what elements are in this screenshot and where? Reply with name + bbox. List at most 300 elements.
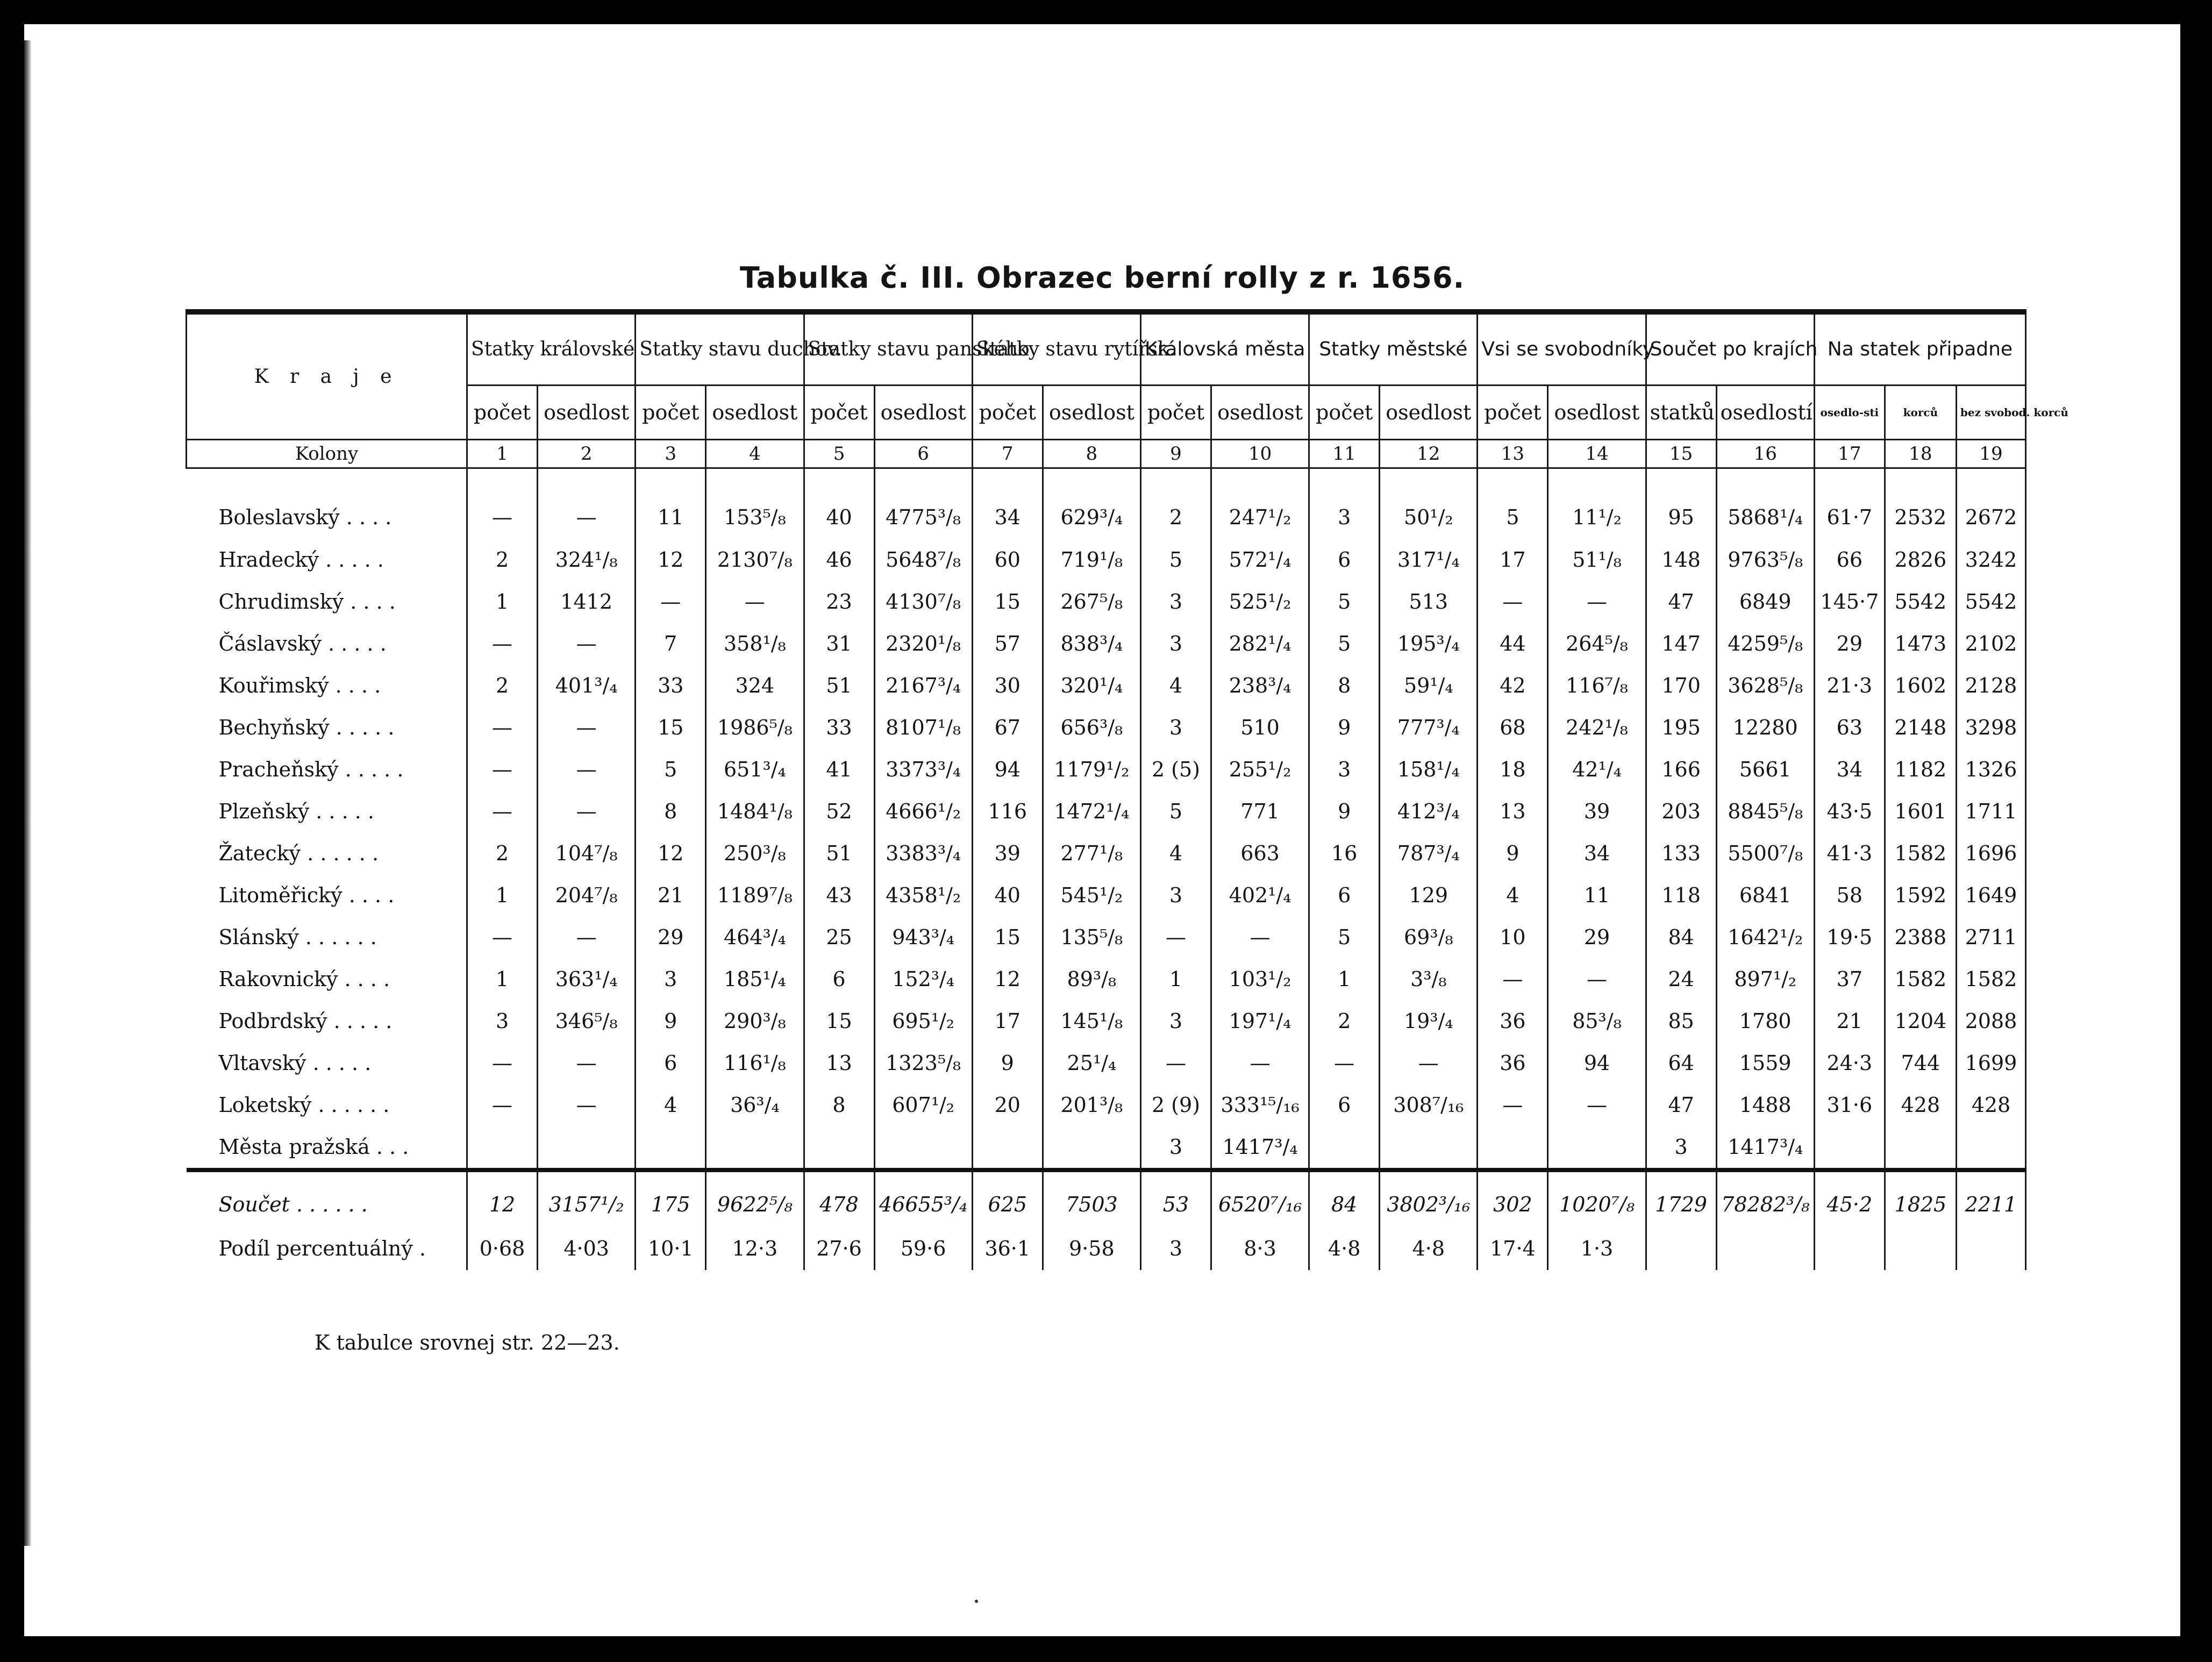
data-cell: 1582 (1885, 832, 1956, 874)
data-cell: 1412 (538, 581, 636, 623)
data-cell: 36 (1478, 1000, 1548, 1042)
data-cell (1380, 1126, 1478, 1170)
data-cell: 69³/₈ (1380, 916, 1478, 958)
kolony-row (187, 440, 2026, 468)
data-cell: 943³/₄ (874, 916, 972, 958)
region-name: Slánský . . . . . . (187, 916, 467, 958)
data-cell: 1189⁷/₈ (706, 874, 804, 916)
data-cell: 21·3 (1814, 665, 1885, 707)
group-header: Statky stavu panského (804, 312, 972, 386)
table-row (187, 748, 2026, 790)
data-cell: 12 (467, 1170, 538, 1227)
data-cell: 1 (467, 581, 538, 623)
data-cell: 5 (1140, 790, 1211, 832)
data-cell: 51 (804, 665, 874, 707)
kolony-number: 12 (1380, 440, 1478, 468)
data-cell: 66 (1814, 539, 1885, 581)
data-cell: 302 (1478, 1170, 1548, 1227)
data-cell: 8 (1309, 665, 1380, 707)
data-cell: 629³/₄ (1043, 468, 1140, 539)
data-cell: 333¹⁵/₁₆ (1211, 1084, 1309, 1126)
data-cell: 3 (1140, 1227, 1211, 1270)
data-cell: 428 (1885, 1084, 1956, 1126)
scan-speck (975, 1600, 978, 1603)
data-cell (706, 1126, 804, 1170)
data-cell: 4 (1140, 832, 1211, 874)
table-row (187, 1084, 2026, 1126)
data-cell: 27·6 (804, 1227, 874, 1270)
data-cell: 2826 (1885, 539, 1956, 581)
sum-row (187, 1170, 2026, 1227)
data-cell: 8 (636, 790, 706, 832)
data-cell: 59¹/₄ (1380, 665, 1478, 707)
data-cell: 8·3 (1211, 1227, 1309, 1270)
data-cell: 5868¹/₄ (1716, 468, 1814, 539)
data-cell: 4 (1140, 665, 1211, 707)
region-name: Vltavský . . . . . (187, 1042, 467, 1084)
data-cell: 2532 (1885, 468, 1956, 539)
data-cell: 64 (1646, 1042, 1716, 1084)
data-cell: — (538, 790, 636, 832)
data-cell: 34 (1814, 748, 1885, 790)
kolony-number: 2 (538, 440, 636, 468)
data-cell: 6 (804, 958, 874, 1000)
data-cell: 12 (636, 832, 706, 874)
data-cell: 1 (467, 874, 538, 916)
data-cell: 1182 (1885, 748, 1956, 790)
kolony-number: 1 (467, 440, 538, 468)
data-cell: 1582 (1956, 958, 2025, 1000)
region-name: Podbrdský . . . . . (187, 1000, 467, 1042)
subheader-cell: osedlost (1043, 386, 1140, 440)
data-cell: — (467, 916, 538, 958)
data-cell: 6520⁷/₁₆ (1211, 1170, 1309, 1227)
group-header: Královská města (1140, 312, 1309, 386)
data-cell: 11 (1548, 874, 1646, 916)
data-cell: 4775³/₈ (874, 468, 972, 539)
subheader-cell: osedlostí (1716, 386, 1814, 440)
tax-roll-table-wrapper (185, 309, 2068, 1270)
data-cell: 135⁵/₈ (1043, 916, 1140, 958)
data-cell: 203 (1646, 790, 1716, 832)
subheader-cell: osedlost (538, 386, 636, 440)
group-header: Statky stavu rytířsk. (972, 312, 1140, 386)
data-cell (874, 1126, 972, 1170)
data-cell: 5 (636, 748, 706, 790)
data-cell: 1417³/₄ (1211, 1126, 1309, 1170)
data-cell: 1484¹/₈ (706, 790, 804, 832)
data-cell: 4666¹/₂ (874, 790, 972, 832)
data-cell: 51¹/₈ (1548, 539, 1646, 581)
data-cell: 45·2 (1814, 1170, 1885, 1227)
data-cell: 1729 (1646, 1170, 1716, 1227)
data-cell: 33 (636, 665, 706, 707)
kolony-number: 16 (1716, 440, 1814, 468)
data-cell: 94 (1548, 1042, 1646, 1084)
data-cell: — (538, 916, 636, 958)
kolony-number: 4 (706, 440, 804, 468)
data-cell: 1·3 (1548, 1227, 1646, 1270)
data-cell: 2088 (1956, 1000, 2025, 1042)
data-cell (1885, 1126, 1956, 1170)
region-name: Města pražská . . . (187, 1126, 467, 1170)
data-cell: 1 (467, 958, 538, 1000)
data-cell: 12280 (1716, 707, 1814, 748)
data-cell: 1 (1140, 958, 1211, 1000)
data-cell: 7503 (1043, 1170, 1140, 1227)
data-cell: 84 (1646, 916, 1716, 958)
data-cell (538, 1126, 636, 1170)
data-cell: 5 (1309, 623, 1380, 665)
region-name: Čáslavský . . . . . (187, 623, 467, 665)
data-cell: — (467, 748, 538, 790)
data-cell: 3628⁵/₈ (1716, 665, 1814, 707)
data-cell: 1020⁷/₈ (1548, 1170, 1646, 1227)
data-cell (1478, 1126, 1548, 1170)
data-cell: 36 (1478, 1042, 1548, 1084)
data-cell: 4 (636, 1084, 706, 1126)
data-cell: 34 (1548, 832, 1646, 874)
data-cell: 9 (1478, 832, 1548, 874)
kolony-number: 8 (1043, 440, 1140, 468)
data-cell: 838³/₄ (1043, 623, 1140, 665)
table-row (187, 1042, 2026, 1084)
data-cell: 1582 (1885, 958, 1956, 1000)
data-cell: — (1140, 916, 1211, 958)
data-cell: 695¹/₂ (874, 1000, 972, 1042)
data-cell: 129 (1380, 874, 1478, 916)
data-cell: 6 (1309, 874, 1380, 916)
row-label: Podíl percentuálný . (187, 1227, 467, 1270)
data-cell (972, 1126, 1043, 1170)
data-cell: 30 (972, 665, 1043, 707)
data-cell (1956, 1227, 2025, 1270)
data-cell: 3 (1309, 748, 1380, 790)
data-cell: 1696 (1956, 832, 2025, 874)
data-cell: 402¹/₄ (1211, 874, 1309, 916)
data-cell: 513 (1380, 581, 1478, 623)
region-name: Loketský . . . . . . (187, 1084, 467, 1126)
kolony-label: Kolony (187, 440, 467, 468)
data-cell: 607¹/₂ (874, 1084, 972, 1126)
data-cell: 158¹/₄ (1380, 748, 1478, 790)
data-cell: — (1478, 1084, 1548, 1126)
data-cell: 2211 (1956, 1170, 2025, 1227)
data-cell: 9 (1309, 790, 1380, 832)
data-cell: 3242 (1956, 539, 2025, 581)
data-cell: 25 (804, 916, 874, 958)
data-cell: 10·1 (636, 1227, 706, 1270)
data-cell: — (1211, 1042, 1309, 1084)
data-cell: 4 (1478, 874, 1548, 916)
data-cell: 2388 (1885, 916, 1956, 958)
data-cell: 34 (972, 468, 1043, 539)
data-cell: 58 (1814, 874, 1885, 916)
data-cell: 525¹/₂ (1211, 581, 1309, 623)
data-cell: — (1211, 916, 1309, 958)
region-name: Hradecký . . . . . (187, 539, 467, 581)
data-cell: 656³/₈ (1043, 707, 1140, 748)
data-cell: 1642¹/₂ (1716, 916, 1814, 958)
data-cell: 145¹/₈ (1043, 1000, 1140, 1042)
table-row (187, 874, 2026, 916)
data-cell: 242¹/₈ (1548, 707, 1646, 748)
table-row (187, 665, 2026, 707)
data-cell (1814, 1126, 1885, 1170)
header-group-row (187, 312, 2026, 386)
table-row (187, 581, 2026, 623)
group-header: Statky stavu duchov. (636, 312, 804, 386)
data-cell: — (467, 1042, 538, 1084)
data-cell: — (1478, 958, 1548, 1000)
data-cell: 118 (1646, 874, 1716, 916)
data-cell: 2167³/₄ (874, 665, 972, 707)
data-cell: 346⁵/₈ (538, 1000, 636, 1042)
data-cell: 777³/₄ (1380, 707, 1478, 748)
data-cell (467, 1126, 538, 1170)
data-cell: 3 (1140, 707, 1211, 748)
data-cell: 1699 (1956, 1042, 2025, 1084)
kolony-number: 19 (1956, 440, 2025, 468)
data-cell: 57 (972, 623, 1043, 665)
data-cell (804, 1126, 874, 1170)
data-cell: 10 (1478, 916, 1548, 958)
data-cell: 201³/₈ (1043, 1084, 1140, 1126)
data-cell: 43 (804, 874, 874, 916)
data-cell: 2711 (1956, 916, 2025, 958)
data-cell: 5 (1140, 539, 1211, 581)
data-cell: 3 (1140, 581, 1211, 623)
region-name: Plzeňský . . . . . (187, 790, 467, 832)
data-cell: 625 (972, 1170, 1043, 1227)
data-cell: 78282³/₈ (1716, 1170, 1814, 1227)
data-cell: 19·5 (1814, 916, 1885, 958)
data-cell: — (467, 790, 538, 832)
footnote: K tabulce srovnej str. 22—23. (315, 1331, 620, 1354)
data-cell: 195³/₄ (1380, 623, 1478, 665)
data-cell: 0·68 (467, 1227, 538, 1270)
data-cell: — (538, 748, 636, 790)
data-cell: 52 (804, 790, 874, 832)
data-cell: 116¹/₈ (706, 1042, 804, 1084)
data-cell: 1602 (1885, 665, 1956, 707)
data-cell: 5542 (1885, 581, 1956, 623)
tax-roll-table (185, 309, 2068, 1270)
data-cell: 41 (804, 748, 874, 790)
data-cell: 744 (1885, 1042, 1956, 1084)
subheader-cell: osedlost (874, 386, 972, 440)
data-cell: 20 (972, 1084, 1043, 1126)
data-cell: 21 (1814, 1000, 1885, 1042)
data-cell: 5648⁷/₈ (874, 539, 972, 581)
data-cell: 1601 (1885, 790, 1956, 832)
data-cell: 17·4 (1478, 1227, 1548, 1270)
data-cell: 23 (804, 581, 874, 623)
data-cell (1956, 1126, 2025, 1170)
data-cell: 60 (972, 539, 1043, 581)
subheader-cell: osedlost (706, 386, 804, 440)
subheader-cell: statků (1646, 386, 1716, 440)
data-cell: 61·7 (1814, 468, 1885, 539)
data-cell: 44 (1478, 623, 1548, 665)
data-cell: 16 (1309, 832, 1380, 874)
data-cell: 68 (1478, 707, 1548, 748)
data-cell: 1649 (1956, 874, 2025, 916)
data-cell: 67 (972, 707, 1043, 748)
data-cell: 320¹/₄ (1043, 665, 1140, 707)
data-cell: 12·3 (706, 1227, 804, 1270)
data-cell: — (467, 707, 538, 748)
data-cell: 166 (1646, 748, 1716, 790)
data-cell: 47 (1646, 581, 1716, 623)
data-cell: 85³/₈ (1548, 1000, 1646, 1042)
data-cell: 7 (636, 623, 706, 665)
data-cell: 3802³/₁₆ (1380, 1170, 1478, 1227)
data-cell: 152³/₄ (874, 958, 972, 1000)
data-cell: 8 (804, 1084, 874, 1126)
table-row (187, 916, 2026, 958)
data-cell: 133 (1646, 832, 1716, 874)
data-cell: 9763⁵/₈ (1716, 539, 1814, 581)
data-cell: 238³/₄ (1211, 665, 1309, 707)
data-cell: 13 (804, 1042, 874, 1084)
data-cell: 9 (1309, 707, 1380, 748)
subheader-cell: korců (1885, 386, 1956, 440)
data-cell: 5 (1309, 581, 1380, 623)
data-cell: 2102 (1956, 623, 2025, 665)
data-cell: 255¹/₂ (1211, 748, 1309, 790)
data-cell: 51 (804, 832, 874, 874)
subheader-cell: osedlost (1211, 386, 1309, 440)
data-cell: 2130⁷/₈ (706, 539, 804, 581)
data-cell: 195 (1646, 707, 1716, 748)
kolony-number: 11 (1309, 440, 1380, 468)
data-cell: 116⁷/₈ (1548, 665, 1646, 707)
data-cell: 46655³/₄ (874, 1170, 972, 1227)
data-cell: 1472¹/₄ (1043, 790, 1140, 832)
data-cell: 42 (1478, 665, 1548, 707)
data-cell: 250³/₈ (706, 832, 804, 874)
data-cell: 8845⁵/₈ (1716, 790, 1814, 832)
data-cell: 1986⁵/₈ (706, 707, 804, 748)
data-cell: 15 (804, 1000, 874, 1042)
data-cell: 2672 (1956, 468, 2025, 539)
data-cell: 33 (804, 707, 874, 748)
data-cell: 3³/₈ (1380, 958, 1478, 1000)
data-cell: 185¹/₄ (706, 958, 804, 1000)
group-header: Statky městské (1309, 312, 1478, 386)
data-cell: 771 (1211, 790, 1309, 832)
data-cell: 1473 (1885, 623, 1956, 665)
data-cell: — (1548, 958, 1646, 1000)
data-cell: 6 (636, 1042, 706, 1084)
data-cell: 37 (1814, 958, 1885, 1000)
data-cell: — (1548, 1084, 1646, 1126)
data-cell: 2320¹/₈ (874, 623, 972, 665)
subheader-cell: osedlo-sti (1814, 386, 1885, 440)
data-cell: 545¹/₂ (1043, 874, 1140, 916)
data-cell: 41·3 (1814, 832, 1885, 874)
data-cell: 412³/₄ (1380, 790, 1478, 832)
data-cell: 29 (636, 916, 706, 958)
data-cell: 4·03 (538, 1227, 636, 1270)
data-cell: 12 (636, 539, 706, 581)
kolony-number: 18 (1885, 440, 1956, 468)
data-cell: 63 (1814, 707, 1885, 748)
data-cell: 1417³/₄ (1716, 1126, 1814, 1170)
group-header: Statky královské (467, 312, 636, 386)
data-cell (1548, 1126, 1646, 1170)
table-row (187, 539, 2026, 581)
data-cell: 11¹/₂ (1548, 468, 1646, 539)
data-cell (1716, 1227, 1814, 1270)
kolony-number: 5 (804, 440, 874, 468)
data-cell: 264⁵/₈ (1548, 623, 1646, 665)
data-cell: 3 (1140, 1000, 1211, 1042)
data-cell: — (1309, 1042, 1380, 1084)
data-cell: 50¹/₂ (1380, 468, 1478, 539)
table-row (187, 790, 2026, 832)
table-row (187, 623, 2026, 665)
data-cell: 19³/₄ (1380, 1000, 1478, 1042)
data-cell: 39 (1548, 790, 1646, 832)
region-name: Rakovnický . . . . (187, 958, 467, 1000)
data-cell: 1592 (1885, 874, 1956, 916)
region-name: Kouřimský . . . . (187, 665, 467, 707)
table-row (187, 958, 2026, 1000)
data-cell: 46 (804, 539, 874, 581)
data-cell: 2 (1140, 468, 1211, 539)
data-cell: 267⁵/₈ (1043, 581, 1140, 623)
data-cell: 3 (1309, 468, 1380, 539)
data-cell: 116 (972, 790, 1043, 832)
data-cell: 9 (636, 1000, 706, 1042)
subheader-cell: osedlost (1380, 386, 1478, 440)
data-cell: 3383³/₄ (874, 832, 972, 874)
data-cell: 247¹/₂ (1211, 468, 1309, 539)
data-cell: 277¹/₈ (1043, 832, 1140, 874)
data-cell: — (1380, 1042, 1478, 1084)
data-cell: 39 (972, 832, 1043, 874)
data-cell: 104⁷/₈ (538, 832, 636, 874)
table-row (187, 1126, 2026, 1170)
data-cell: 428 (1956, 1084, 2025, 1126)
data-cell: — (538, 707, 636, 748)
region-name: Pracheňský . . . . . (187, 748, 467, 790)
data-cell: — (467, 623, 538, 665)
data-cell: 290³/₈ (706, 1000, 804, 1042)
data-cell: 3 (1140, 623, 1211, 665)
data-cell: 9·58 (1043, 1227, 1140, 1270)
data-cell: 2 (9) (1140, 1084, 1211, 1126)
data-cell: 11 (636, 468, 706, 539)
data-cell: 663 (1211, 832, 1309, 874)
data-cell: — (1548, 581, 1646, 623)
data-cell: 363¹/₄ (538, 958, 636, 1000)
data-cell: 18 (1478, 748, 1548, 790)
data-cell: 5661 (1716, 748, 1814, 790)
kolony-number: 6 (874, 440, 972, 468)
kolony-number: 3 (636, 440, 706, 468)
data-cell: 787³/₄ (1380, 832, 1478, 874)
group-header: Vsi se svobodníky (1478, 312, 1646, 386)
data-cell: 31·6 (1814, 1084, 1885, 1126)
data-cell: 53 (1140, 1170, 1211, 1227)
data-cell: 12 (972, 958, 1043, 1000)
data-cell: 6 (1309, 1084, 1380, 1126)
data-cell: 1204 (1885, 1000, 1956, 1042)
region-name: Žatecký . . . . . . (187, 832, 467, 874)
